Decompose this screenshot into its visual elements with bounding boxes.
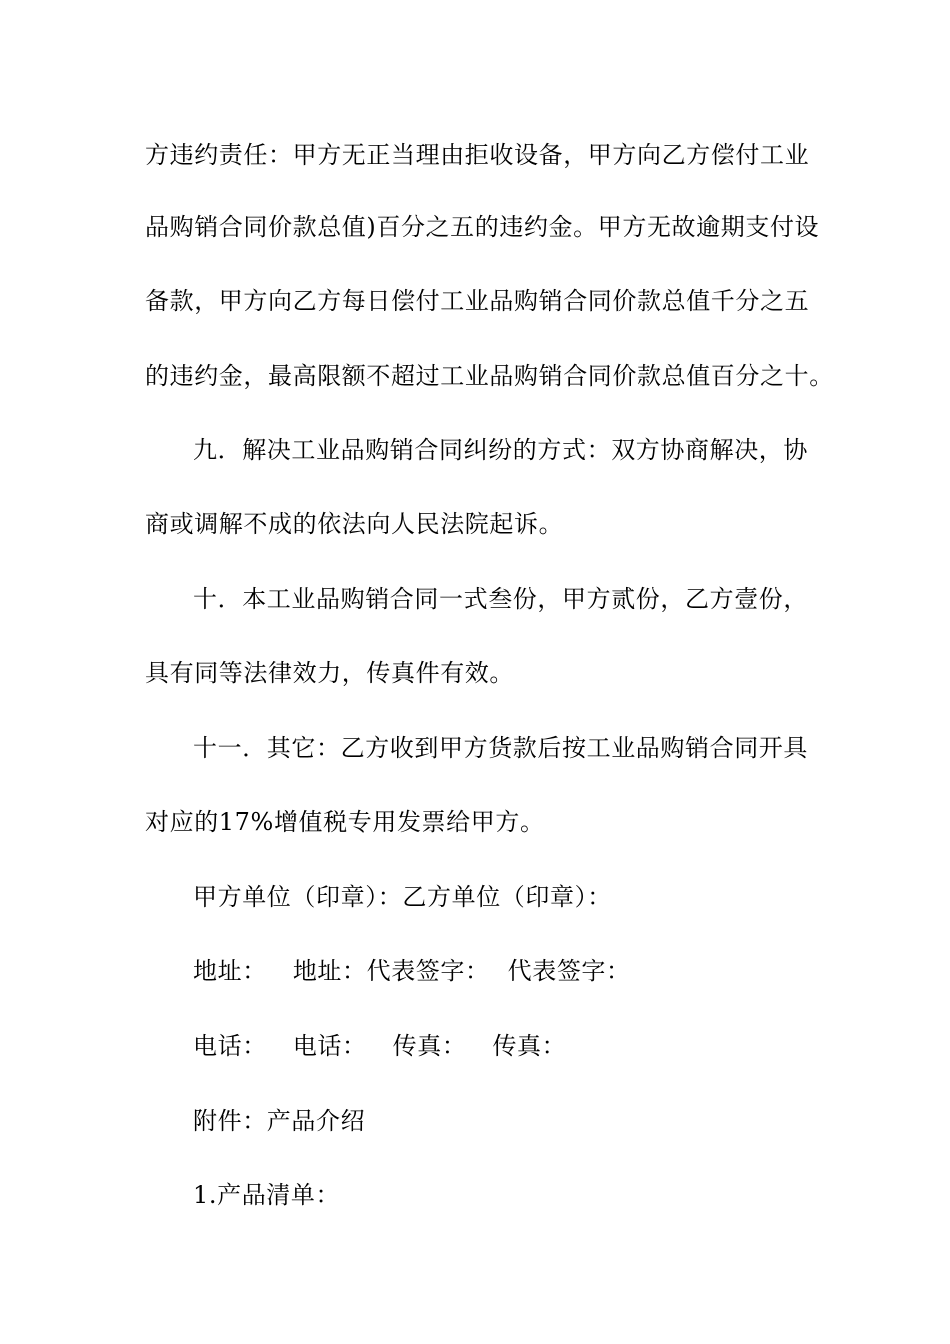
address-signature-label-b: 地址：代表签字： [292,957,490,985]
fax-label-d: 传真： [492,1032,567,1060]
paragraph-line-2: 品购销合同价款总值)百分之五的违约金。甲方无故逾期支付设 [145,213,820,241]
clause-eleven-line-2: 对应的17%增值税专用发票给甲方。 [145,808,545,836]
product-list-heading: 1.产品清单： [193,1181,341,1209]
clause-eleven-line-1: 十一．其它：乙方收到甲方货款后按工业品购销合同开具 [193,734,808,762]
clause-ten-line-2: 具有同等法律效力，传真件有效。 [145,659,514,687]
phone-label-b: 电话： [292,1032,367,1060]
attachment-line: 附件：产品介绍 [193,1107,366,1135]
party-units-line: 甲方单位（印章）：乙方单位（印章）： [193,883,612,911]
address-label-a: 地址： [193,957,267,985]
signature-label-c: 代表签字： [507,957,631,985]
paragraph-line-1: 方违约责任：甲方无正当理由拒收设备，甲方向乙方偿付工业 [145,141,810,169]
paragraph-line-3: 备款，甲方向乙方每日偿付工业品购销合同价款总值千分之五 [145,287,810,315]
phone-fax-line [193,1031,566,1061]
clause-nine-line-2: 商或调解不成的依法向人民法院起诉。 [145,510,564,538]
clause-ten-line-1: 十．本工业品购销合同一式叁份，甲方贰份，乙方壹份， [193,585,808,613]
phone-label-a: 电话： [193,1032,267,1060]
fax-label-c: 传真： [392,1032,467,1060]
clause-nine-line-1: 九．解决工业品购销合同纠纷的方式：双方协商解决，协 [193,436,808,464]
address-signature-line [193,956,631,986]
paragraph-line-4: 的违约金，最高限额不超过工业品购销合同价款总值百分之十。 [145,362,834,390]
